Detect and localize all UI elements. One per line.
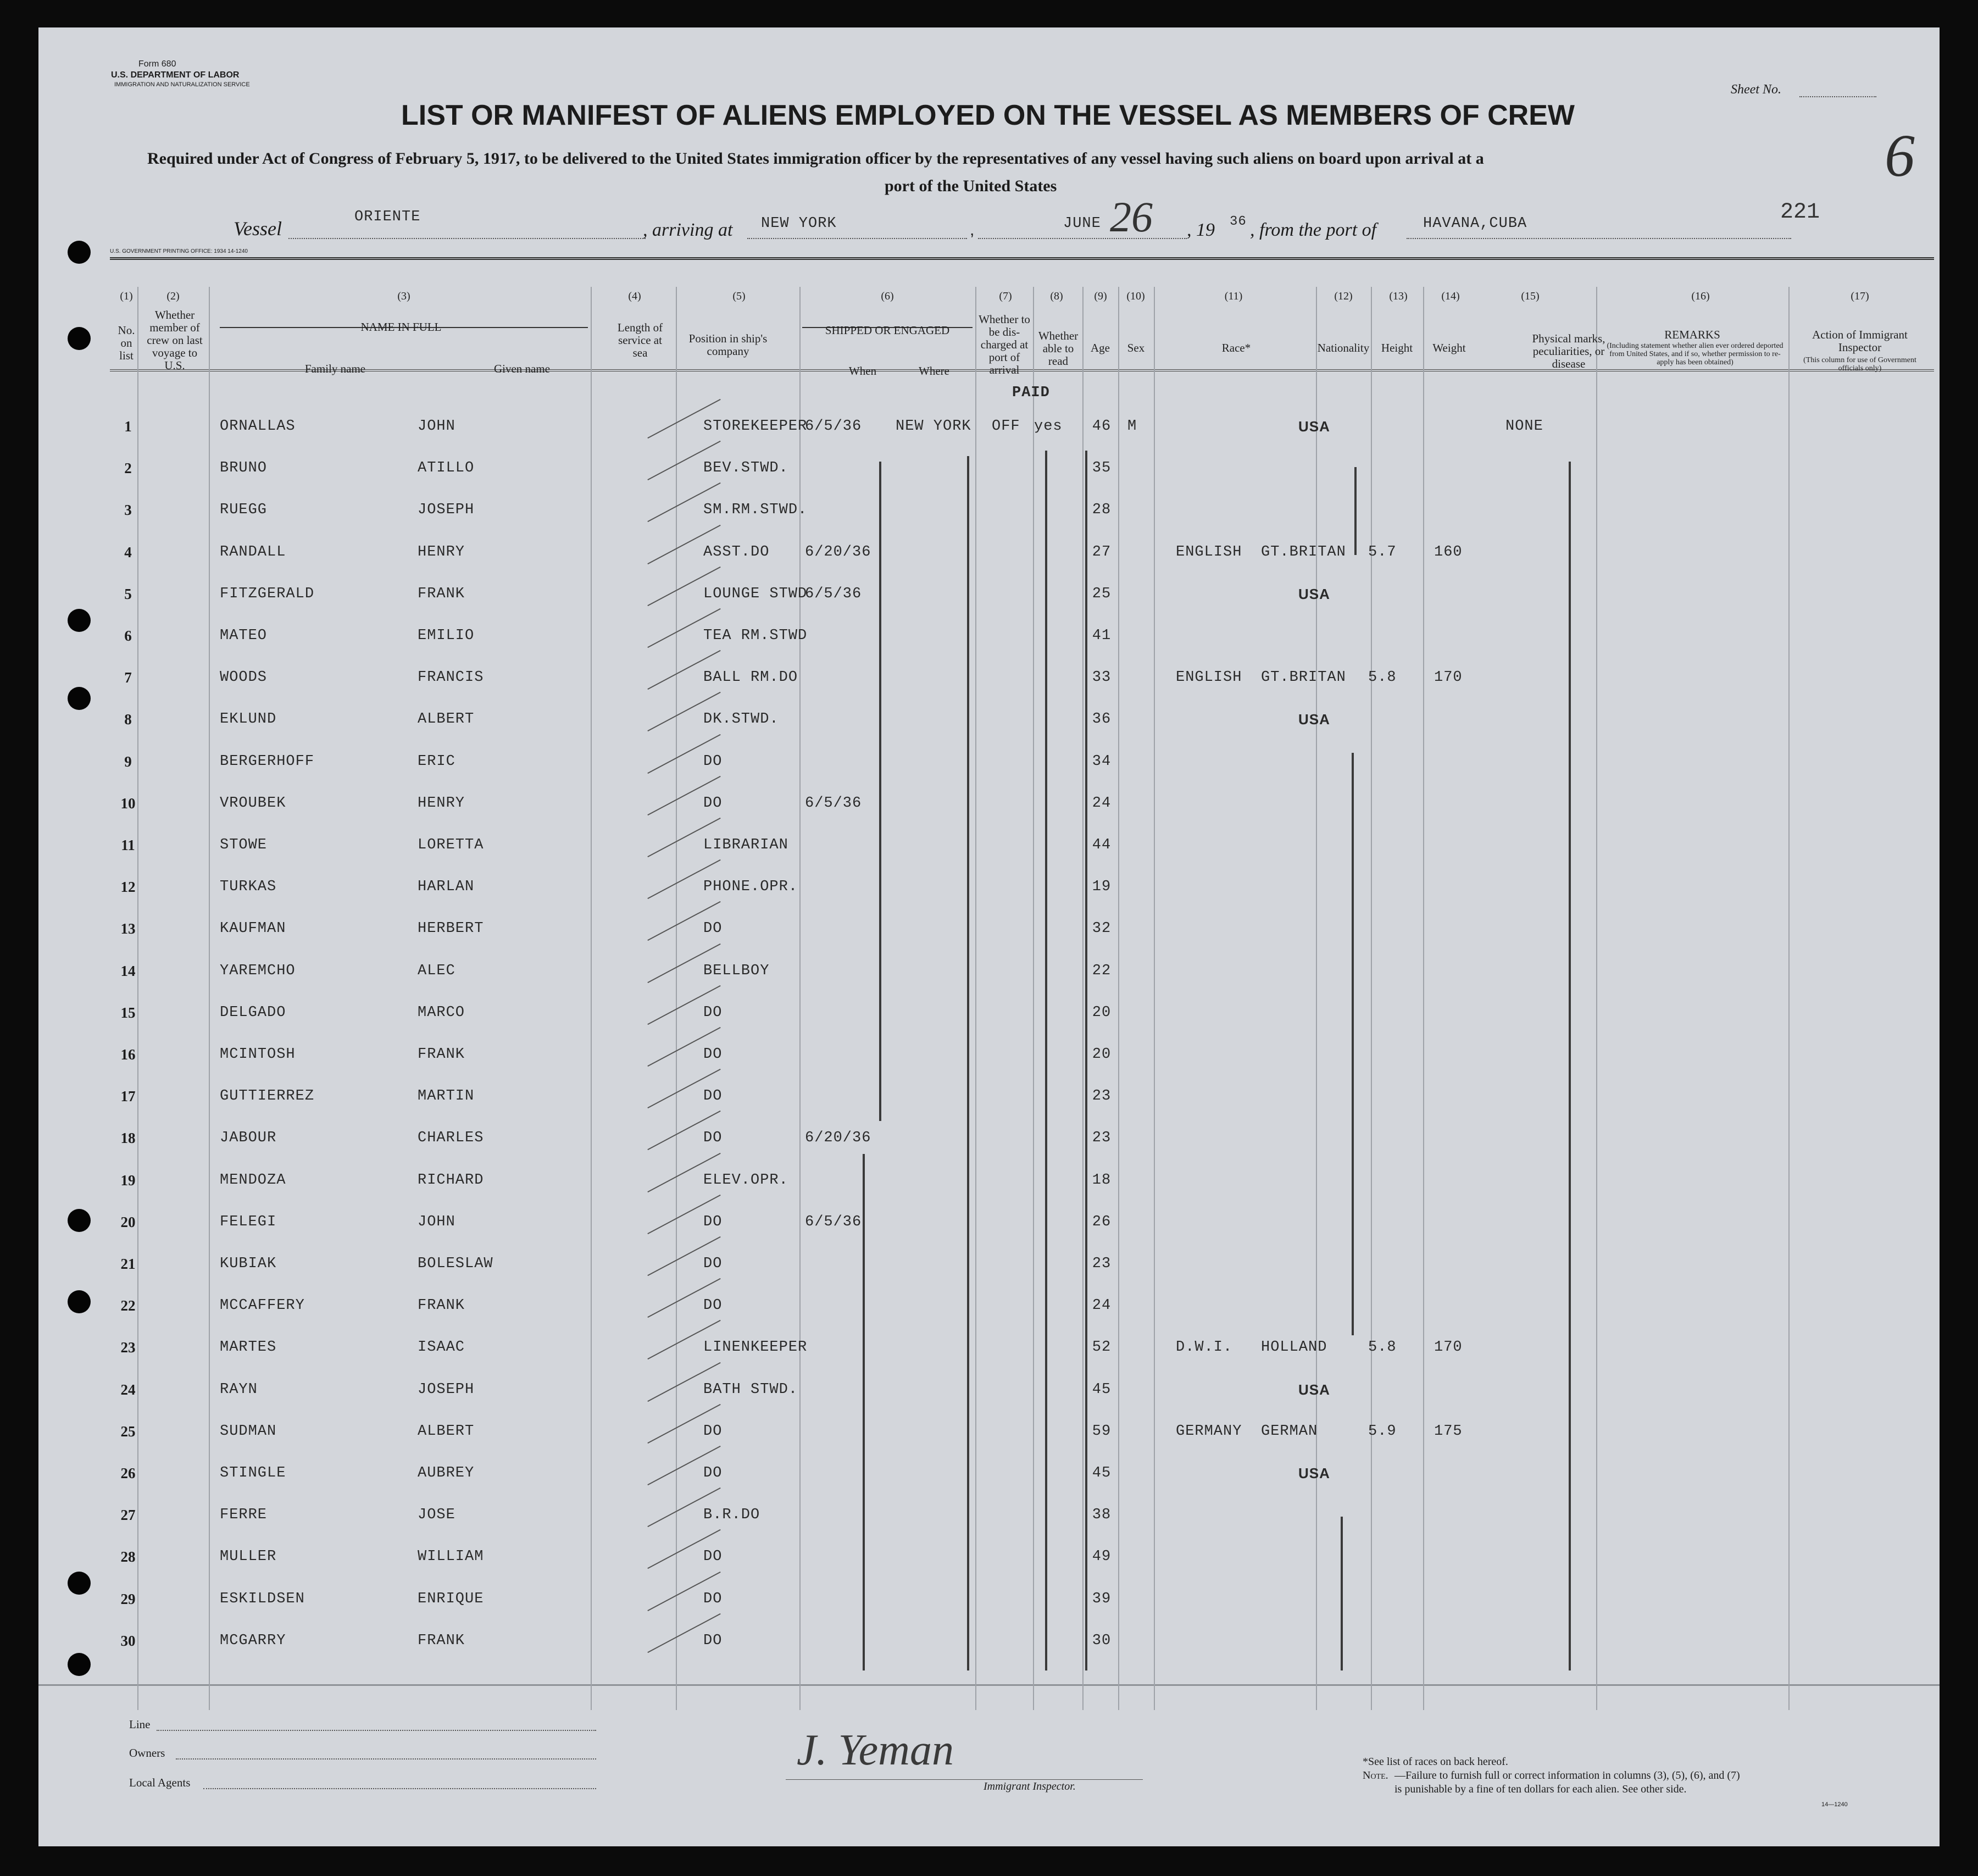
- position: DO: [703, 1046, 723, 1063]
- punch-hole: [68, 327, 91, 350]
- row-number: 27: [120, 1507, 136, 1524]
- family-name: DELGADO: [220, 1004, 286, 1021]
- table-row: [38, 1329, 1940, 1371]
- table-row: [38, 1623, 1940, 1664]
- footer-line-line: [157, 1730, 596, 1731]
- position: DK.STWD.: [703, 711, 779, 728]
- given-name: HARLAN: [418, 879, 475, 896]
- row-number: 9: [124, 753, 132, 770]
- given-name: ALBERT: [418, 1423, 475, 1440]
- header-name-in-full: NAME IN FULL: [360, 320, 442, 334]
- family-name: WOODS: [220, 669, 268, 686]
- sex: M: [1127, 418, 1137, 435]
- family-name: GUTTIERREZ: [220, 1088, 315, 1105]
- department: U.S. DEPARTMENT OF LABOR: [111, 70, 240, 80]
- page-number: 221: [1780, 200, 1820, 225]
- weight: 170: [1434, 1339, 1463, 1356]
- age: 19: [1092, 879, 1112, 896]
- header-discharged: Whether to be dis- charged at port of arrival: [979, 313, 1030, 376]
- header-action: Action of Immigrant Inspector: [1812, 328, 1908, 354]
- nationality: USA: [1298, 711, 1330, 728]
- row-number: 20: [120, 1213, 136, 1230]
- family-name: STOWE: [220, 837, 268, 853]
- given-name: JOHN: [418, 418, 455, 435]
- col-num: (9): [1094, 290, 1107, 302]
- table-row: [38, 827, 1940, 869]
- table-row: [38, 534, 1940, 576]
- family-name: RAYN: [220, 1381, 258, 1398]
- age: 23: [1092, 1256, 1112, 1272]
- paid-note: PAID: [1012, 385, 1050, 401]
- position: LIBRARIAN: [703, 837, 788, 853]
- nationality: USA: [1298, 1465, 1330, 1481]
- given-name: BOLESLAW: [418, 1256, 493, 1272]
- given-name: CHARLES: [418, 1130, 484, 1147]
- nationality: USA: [1298, 418, 1330, 435]
- inspector-label: Immigrant Inspector.: [984, 1780, 1076, 1792]
- row-number: 15: [120, 1004, 136, 1021]
- race: ENGLISH: [1176, 543, 1242, 560]
- age: 49: [1092, 1548, 1112, 1566]
- family-name: ORNALLAS: [220, 418, 296, 435]
- given-name: MARCO: [418, 1004, 465, 1021]
- age: 39: [1092, 1590, 1112, 1607]
- header-action-note: (This column for use of Government officials only): [1803, 356, 1916, 373]
- given-name: FRANK: [418, 1046, 465, 1063]
- col-num: (17): [1851, 290, 1869, 302]
- footer-line-label: Line: [129, 1718, 151, 1731]
- age: 27: [1092, 543, 1112, 560]
- table-row: [38, 408, 1940, 450]
- family-name: MCINTOSH: [220, 1046, 296, 1063]
- row-number: 5: [124, 585, 132, 602]
- row-number: 6: [124, 628, 132, 644]
- col-num: (8): [1050, 290, 1063, 302]
- header-sex: Sex: [1127, 341, 1145, 354]
- age: 33: [1092, 669, 1112, 686]
- subtitle: Required under Act of Congress of February 5, 1917, to be delivered to the United States immigration officer by the representatives of any vessel having such aliens on board upon arrival at a: [147, 149, 1484, 168]
- position: DO: [703, 1465, 723, 1481]
- shipped-when: 6/5/36: [805, 418, 862, 435]
- given-name: MARTIN: [418, 1088, 475, 1105]
- weight: 160: [1434, 543, 1463, 560]
- given-name: HENRY: [418, 543, 465, 560]
- row-number: 28: [120, 1548, 136, 1566]
- form-number: Form 680: [138, 59, 176, 69]
- table-row: [38, 1120, 1940, 1162]
- family-name: SUDMAN: [220, 1423, 277, 1440]
- header-no-on-list: No. on list: [118, 324, 135, 362]
- shipped-when: 6/5/36: [805, 1213, 862, 1230]
- header-length-of-service: Length of service at sea: [617, 321, 663, 359]
- arriving-line: [747, 238, 967, 239]
- footer-owners-line: [176, 1758, 596, 1760]
- given-name: JOSEPH: [418, 502, 475, 519]
- inspector-signature: J. Yeman: [797, 1726, 954, 1774]
- position: DO: [703, 1213, 723, 1230]
- row-number: 4: [124, 543, 132, 560]
- given-name: ERIC: [418, 753, 455, 770]
- sheet-handwritten: 6: [1885, 122, 1915, 189]
- manifest-sheet: [38, 27, 1940, 1846]
- position: DO: [703, 1004, 723, 1021]
- row-number: 23: [120, 1339, 136, 1356]
- header-when: When: [848, 364, 877, 378]
- footer-agents-label: Local Agents: [129, 1776, 191, 1789]
- age: 35: [1092, 460, 1112, 477]
- table-row: [38, 701, 1940, 743]
- from-port-label: , from the port of: [1250, 220, 1377, 240]
- position: DO: [703, 1256, 723, 1272]
- col-num: (16): [1691, 290, 1710, 302]
- given-name: WILLIAM: [418, 1548, 484, 1566]
- subtitle-line2: port of the United States: [885, 177, 1057, 195]
- position: PHONE.OPR.: [703, 879, 798, 896]
- given-name: ALBERT: [418, 711, 475, 728]
- family-name: FELEGI: [220, 1213, 277, 1230]
- position: BEV.STWD.: [703, 460, 788, 477]
- table-row: [38, 1497, 1940, 1539]
- service: IMMIGRATION AND NATURALIZATION SERVICE: [114, 81, 250, 88]
- position: LINENKEEPER: [703, 1339, 808, 1356]
- position: ASST.DO: [703, 543, 770, 560]
- nationality: GT.BRITAN: [1261, 669, 1346, 686]
- header-age: Age: [1091, 341, 1110, 354]
- age: 34: [1092, 753, 1112, 770]
- position: B.R.DO: [703, 1507, 760, 1524]
- header-remarks: REMARKS: [1664, 328, 1720, 341]
- family-name: FITZGERALD: [220, 585, 315, 602]
- table-row: [38, 1162, 1940, 1204]
- table-row: [38, 869, 1940, 911]
- given-name: LORETTA: [418, 837, 484, 853]
- col-num: (4): [628, 290, 641, 302]
- arriving-port: NEW YORK: [761, 215, 837, 232]
- row-number: 26: [120, 1465, 136, 1481]
- family-name: TURKAS: [220, 879, 277, 896]
- family-name: RUEGG: [220, 502, 268, 519]
- age: 26: [1092, 1213, 1112, 1230]
- given-name: AUBREY: [418, 1465, 475, 1481]
- given-name: HERBERT: [418, 920, 484, 937]
- family-name: RANDALL: [220, 543, 286, 560]
- family-name: KAUFMAN: [220, 920, 286, 937]
- age: 46: [1092, 418, 1112, 435]
- table-row: [38, 1287, 1940, 1329]
- row-number: 19: [120, 1172, 136, 1189]
- col-num: (12): [1334, 290, 1353, 302]
- weight: 175: [1434, 1423, 1463, 1440]
- row-number: 16: [120, 1046, 136, 1063]
- footer-owners-label: Owners: [129, 1746, 165, 1760]
- position: DO: [703, 1548, 723, 1566]
- table-top-rule: [110, 257, 1934, 260]
- col-num: (1): [120, 290, 133, 302]
- from-port: HAVANA,CUBA: [1423, 215, 1527, 232]
- age: 20: [1092, 1004, 1112, 1021]
- table-row: [38, 1036, 1940, 1078]
- table-row: [38, 1539, 1940, 1580]
- family-name: MATEO: [220, 628, 268, 644]
- family-name: MULLER: [220, 1548, 277, 1566]
- position: DO: [703, 1088, 723, 1105]
- row-number: 14: [120, 962, 136, 979]
- col-num: (11): [1224, 290, 1243, 302]
- age: 23: [1092, 1088, 1112, 1105]
- shipped-when: 6/20/36: [805, 543, 871, 560]
- position: SM.RM.STWD.: [703, 502, 808, 519]
- col-num: (15): [1521, 290, 1540, 302]
- note-text: —Failure to furnish full or correct information in columns (3), (5), (6), and (7): [1394, 1769, 1740, 1781]
- position: LOUNGE STWD: [703, 585, 808, 602]
- header-able-to-read: Whether able to read: [1038, 329, 1079, 368]
- age: 30: [1092, 1632, 1112, 1649]
- given-name: FRANK: [418, 1297, 465, 1314]
- header-given-name: Given name: [493, 362, 551, 375]
- height: 5.7: [1368, 543, 1397, 560]
- col-num: (10): [1126, 290, 1145, 302]
- year-suffix: 36: [1230, 214, 1247, 229]
- age: 20: [1092, 1046, 1112, 1063]
- given-name: FRANK: [418, 585, 465, 602]
- table-row: [38, 785, 1940, 827]
- given-name: JOHN: [418, 1213, 455, 1230]
- family-name: MCCAFFERY: [220, 1297, 305, 1314]
- col-num: (6): [881, 290, 894, 302]
- form-code: 14—1240: [1821, 1801, 1848, 1808]
- age: 25: [1092, 585, 1112, 602]
- note-label: Note.: [1363, 1769, 1388, 1781]
- header-weight: Weight: [1432, 341, 1466, 354]
- inspector-line: [786, 1779, 1143, 1780]
- age: 44: [1092, 837, 1112, 853]
- position: STOREKEEPER: [703, 418, 808, 435]
- race: GERMANY: [1176, 1423, 1242, 1440]
- table-row: [38, 659, 1940, 701]
- age: 18: [1092, 1172, 1112, 1189]
- header-family-name: Family name: [304, 362, 366, 375]
- age: 24: [1092, 795, 1112, 812]
- height: 5.9: [1368, 1423, 1397, 1440]
- row-number: 3: [124, 502, 132, 519]
- family-name: MENDOZA: [220, 1172, 286, 1189]
- table-row: [38, 1581, 1940, 1623]
- given-name: FRANCIS: [418, 669, 484, 686]
- family-name: MCGARRY: [220, 1632, 286, 1649]
- row-number: 17: [120, 1088, 136, 1105]
- position: DO: [703, 1130, 723, 1147]
- family-name: STINGLE: [220, 1465, 286, 1481]
- age: 45: [1092, 1381, 1112, 1398]
- given-name: ATILLO: [418, 460, 475, 477]
- header-physical: Physical marks, peculiarities, or disease: [1532, 332, 1605, 370]
- row-number: 29: [120, 1590, 136, 1607]
- nationality: USA: [1298, 585, 1330, 602]
- given-name: RICHARD: [418, 1172, 484, 1189]
- table-row: [38, 1455, 1940, 1497]
- race-note: *See list of races on back hereof.: [1363, 1756, 1508, 1768]
- table-bottom-rule: [38, 1684, 1940, 1686]
- row-number: 2: [124, 460, 132, 477]
- family-name: MARTES: [220, 1339, 277, 1356]
- position: DO: [703, 795, 723, 812]
- given-name: ALEC: [418, 962, 455, 979]
- age: 52: [1092, 1339, 1112, 1356]
- header-member-of-crew: Whether member of crew on last voyage to U.S.: [147, 308, 203, 372]
- printing-office: U.S. GOVERNMENT PRINTING OFFICE: 1934 14-1240: [110, 248, 248, 254]
- row-number: 1: [124, 418, 132, 435]
- age: 59: [1092, 1423, 1112, 1440]
- family-name: VROUBEK: [220, 795, 286, 812]
- header-height: Height: [1381, 341, 1413, 354]
- arriving-label: , arriving at: [643, 220, 733, 240]
- row-number: 12: [120, 879, 136, 896]
- col-num: (5): [732, 290, 746, 302]
- page-title: LIST OR MANIFEST OF ALIENS EMPLOYED ON THE VESSEL AS MEMBERS OF CREW: [401, 99, 1575, 131]
- punch-hole: [68, 241, 91, 264]
- race: ENGLISH: [1176, 669, 1242, 686]
- position: BALL RM.DO: [703, 669, 798, 686]
- able-to-read: yes: [1034, 418, 1063, 435]
- row-number: 25: [120, 1423, 136, 1440]
- given-name: HENRY: [418, 795, 465, 812]
- position: BATH STWD.: [703, 1381, 798, 1398]
- age: 32: [1092, 920, 1112, 937]
- header-position: Position in ship's company: [688, 332, 768, 358]
- age: 45: [1092, 1465, 1112, 1481]
- col-num: (14): [1441, 290, 1460, 302]
- row-number: 18: [120, 1130, 136, 1147]
- position: ELEV.OPR.: [703, 1172, 788, 1189]
- family-name: BRUNO: [220, 460, 268, 477]
- age: 36: [1092, 711, 1112, 728]
- position: DO: [703, 920, 723, 937]
- year-prefix: , 19: [1187, 220, 1215, 240]
- position: DO: [703, 753, 723, 770]
- shipped-when: 6/5/36: [805, 585, 862, 602]
- given-name: JOSE: [418, 1507, 455, 1524]
- shipped-when: 6/20/36: [805, 1130, 871, 1147]
- shipped-where: NEW YORK: [896, 418, 971, 435]
- shipped-when: 6/5/36: [805, 795, 862, 812]
- age: 24: [1092, 1297, 1112, 1314]
- position: DO: [703, 1297, 723, 1314]
- given-name: ENRIQUE: [418, 1590, 484, 1607]
- footer-agents-line: [203, 1788, 596, 1789]
- family-name: BERGERHOFF: [220, 753, 315, 770]
- position: DO: [703, 1423, 723, 1440]
- header-remarks-note: (Including statement whether alien ever ordered deported from United States, and if so, whether permission to re-apply has been obtained): [1607, 342, 1783, 367]
- row-number: 11: [121, 837, 135, 853]
- note-text-2: is punishable by a fine of ten dollars for each alien. See other side.: [1394, 1783, 1687, 1795]
- table-row: [38, 618, 1940, 659]
- height: 5.8: [1368, 669, 1397, 686]
- family-name: ESKILDSEN: [220, 1590, 305, 1607]
- arrival-month: JUNE: [1063, 215, 1101, 232]
- age: 28: [1092, 502, 1112, 519]
- nationality: HOLLAND: [1261, 1339, 1327, 1356]
- row-number: 8: [124, 711, 132, 728]
- sheet-label: Sheet No.: [1731, 82, 1781, 97]
- nationality: GT.BRITAN: [1261, 543, 1346, 560]
- age: 41: [1092, 628, 1112, 644]
- row-number: 22: [120, 1297, 136, 1314]
- arrival-day: 26: [1110, 193, 1153, 241]
- given-name: ISAAC: [418, 1339, 465, 1356]
- position: TEA RM.STWD: [703, 628, 808, 644]
- row-number: 10: [120, 795, 136, 812]
- nationality: USA: [1298, 1381, 1330, 1398]
- physical-marks: NONE: [1505, 418, 1543, 435]
- race: D.W.I.: [1176, 1339, 1233, 1356]
- nationality: GERMAN: [1261, 1423, 1318, 1440]
- family-name: KUBIAK: [220, 1256, 277, 1272]
- discharged: OFF: [992, 418, 1020, 435]
- height: 5.8: [1368, 1339, 1397, 1356]
- table-row: [38, 492, 1940, 534]
- comma: ,: [970, 221, 975, 239]
- vessel-name: ORIENTE: [354, 209, 421, 225]
- position: DO: [703, 1632, 723, 1649]
- table-row: [38, 576, 1940, 618]
- table-row: [38, 1246, 1940, 1287]
- vessel-line: [288, 238, 646, 239]
- date-line: [978, 238, 1187, 239]
- table-row: [38, 1204, 1940, 1246]
- row-number: 7: [124, 669, 132, 686]
- col-num: (7): [999, 290, 1012, 302]
- row-number: 21: [120, 1256, 136, 1272]
- header-where: Where: [919, 364, 949, 378]
- header-race: Race*: [1221, 341, 1251, 354]
- table-row: [38, 953, 1940, 995]
- given-name: JOSEPH: [418, 1381, 475, 1398]
- family-name: JABOUR: [220, 1130, 277, 1147]
- position: DO: [703, 1590, 723, 1607]
- age: 23: [1092, 1130, 1112, 1147]
- position: BELLBOY: [703, 962, 770, 979]
- row-number: 30: [120, 1632, 136, 1649]
- row-number: 13: [120, 920, 136, 937]
- age: 22: [1092, 962, 1112, 979]
- table-row: [38, 1078, 1940, 1120]
- table-row: [38, 1372, 1940, 1413]
- col-num: (3): [397, 290, 410, 302]
- table-row: [38, 911, 1940, 952]
- row-number: 24: [120, 1381, 136, 1398]
- vessel-label: Vessel: [234, 218, 282, 240]
- header-shipped: SHIPPED OR ENGAGED: [825, 324, 950, 337]
- family-name: YAREMCHO: [220, 962, 296, 979]
- table-row: [38, 1413, 1940, 1455]
- header-nationality: Nationality: [1317, 341, 1370, 354]
- weight: 170: [1434, 669, 1463, 686]
- family-name: FERRE: [220, 1507, 268, 1524]
- col-num: (13): [1389, 290, 1408, 302]
- given-name: EMILIO: [418, 628, 475, 644]
- family-name: EKLUND: [220, 711, 277, 728]
- table-row: [38, 450, 1940, 492]
- table-row: [38, 743, 1940, 785]
- age: 38: [1092, 1507, 1112, 1524]
- col-num: (2): [166, 290, 180, 302]
- table-row: [38, 995, 1940, 1036]
- sheet-number-line: [1799, 96, 1876, 97]
- given-name: FRANK: [418, 1632, 465, 1649]
- from-port-line: [1407, 238, 1791, 239]
